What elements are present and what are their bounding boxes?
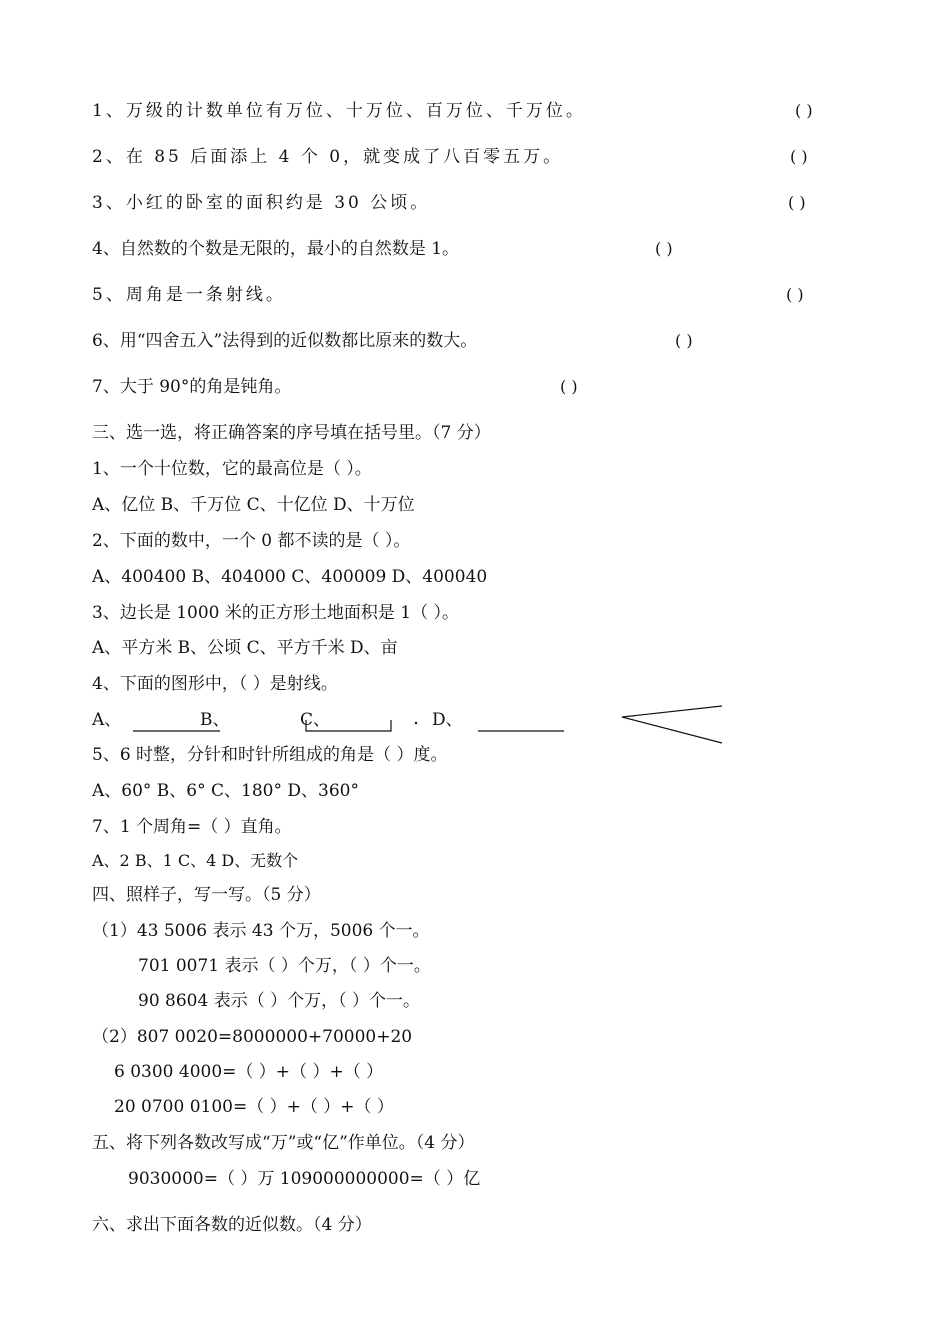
s3-q3: 3、边长是 1000 米的正方形土地面积是 1（ ）。 <box>92 603 460 623</box>
figure-angle <box>622 706 722 743</box>
s4-ex1-b: 90 8604 表示（ ）个万，（ ）个一。 <box>138 991 421 1011</box>
s3-q2-options: A、400400 B、404000 C、400009 D、400040 <box>92 567 488 587</box>
answer-paren-7[interactable]: ( ) <box>560 377 578 396</box>
answer-paren-3[interactable]: ( ) <box>788 193 806 212</box>
s4-ex1-a: 701 0071 表示（ ）个万，（ ）个一。 <box>138 956 431 976</box>
figure-c-segment <box>306 720 391 731</box>
s4-example-2: （2）807 0020=8000000+70000+20 <box>92 1027 413 1047</box>
answer-paren-2[interactable]: ( ) <box>790 147 808 166</box>
answer-paren-4[interactable]: ( ) <box>655 239 673 258</box>
judge-q5: 5、周角是一条射线。 <box>92 285 286 305</box>
s3-q7-options: A、2 B、1 C、4 D、无数个 <box>92 851 299 870</box>
s3-q4-option-b: B、 <box>200 710 230 730</box>
judge-q7: 7、大于 90°的角是钝角。 <box>92 377 292 397</box>
judge-q3: 3、小红的卧室的面积约是 30 公顷。 <box>92 193 431 213</box>
judge-q1: 1、万级的计数单位有万位、十万位、百万位、千万位。 <box>92 101 586 121</box>
judge-q4: 4、自然数的个数是无限的，最小的自然数是 1。 <box>92 239 460 259</box>
s3-q1: 1、一个十位数，它的最高位是（ ）。 <box>92 459 372 479</box>
section6-title: 六、求出下面各数的近似数。（4 分） <box>92 1215 372 1235</box>
s4-ex2-a: 6 0300 4000=（ ）+（ ）+（ ） <box>114 1062 384 1082</box>
section3-title: 三、选一选，将正确答案的序号填在括号里。（7 分） <box>92 423 491 443</box>
s3-q4: 4、下面的图形中，（ ）是射线。 <box>92 674 338 694</box>
figure-dot <box>415 722 417 724</box>
answer-paren-5[interactable]: ( ) <box>786 285 804 304</box>
s4-example-1: （1）43 5006 表示 43 个万，5006 个一。 <box>92 921 430 941</box>
s3-q2: 2、下面的数中，一个 0 都不读的是（ ）。 <box>92 531 411 551</box>
s3-q4-option-c: C、 <box>300 710 331 730</box>
section4-title: 四、照样子，写一写。（5 分） <box>92 885 321 905</box>
s3-q4-option-d: D、 <box>432 710 463 730</box>
judge-q2: 2、在 85 后面添上 4 个 0，就变成了八百零五万。 <box>92 147 564 167</box>
answer-paren-6[interactable]: ( ) <box>675 331 693 350</box>
s3-q7: 7、1 个周角=（ ）直角。 <box>92 817 292 837</box>
s3-q1-options: A、亿位 B、千万位 C、十亿位 D、十万位 <box>92 495 415 515</box>
judge-q6: 6、用“四舍五入”法得到的近似数都比原来的数大。 <box>92 331 478 351</box>
s3-q5: 5、6 时整，分针和时针所组成的角是（ ）度。 <box>92 745 448 765</box>
s3-q3-options: A、平方米 B、公顷 C、平方千米 D、亩 <box>92 638 398 658</box>
s3-q5-options: A、60° B、6° C、180° D、360° <box>92 781 359 801</box>
s3-q4-option-a: A、 <box>92 710 122 730</box>
s4-ex2-b: 20 0700 0100=（ ）+（ ）+（ ） <box>114 1097 394 1117</box>
section5-title: 五、将下列各数改写成“万”或“亿”作单位。（4 分） <box>92 1133 475 1153</box>
answer-paren-1[interactable]: ( ) <box>795 101 813 120</box>
s5-conversion-line: 9030000=（ ）万 109000000000=（ ）亿 <box>128 1169 481 1189</box>
